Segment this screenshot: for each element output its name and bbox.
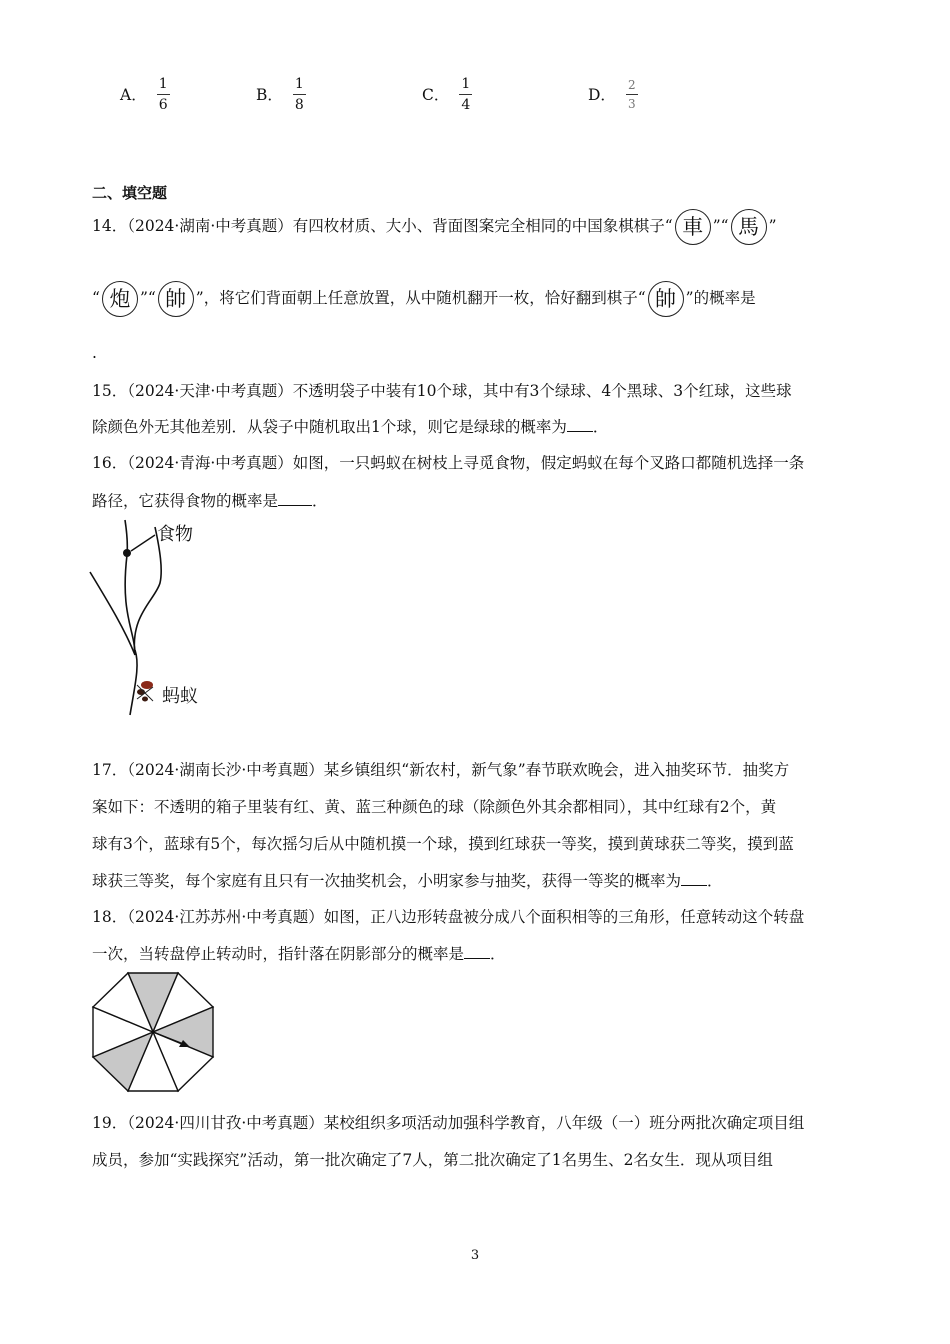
denominator: 3	[626, 94, 638, 110]
q14-quote: ”“	[712, 217, 729, 235]
numerator: 1	[158, 75, 168, 92]
q16-text: 路径，它获得食物的概率是	[92, 492, 279, 510]
denominator: 6	[157, 94, 170, 112]
question-18-line2	[92, 942, 506, 964]
q17-end: ．	[707, 872, 723, 890]
option-label: C．	[422, 86, 450, 104]
option-a	[120, 72, 170, 116]
q14-quote: ”	[768, 217, 777, 235]
q18-text: 一次，当转盘停止转动时，指针落在阴影部分的概率是	[92, 945, 465, 963]
ant-icon	[137, 681, 153, 702]
question-17-line4	[92, 869, 723, 891]
fraction	[293, 77, 306, 112]
chess-piece-ma: 馬	[731, 209, 767, 245]
numerator: 1	[294, 75, 304, 92]
question-14-line2	[92, 278, 756, 318]
option-b	[256, 72, 306, 116]
answer-blank[interactable]	[464, 946, 490, 959]
question-16-line2	[92, 489, 328, 511]
question-19-line2: 成员，参加“实践探究”活动，第一批次确定了7人，第二批次确定了1名男生、2名女生．现从项目组	[92, 1151, 773, 1169]
question-18-line1: 18．（2024·江苏苏州·中考真题）如图，正八边形转盘被分成八个面积相等的三角形，任意转动这个转盘	[92, 908, 805, 926]
question-17-line2: 案如下：不透明的箱子里装有红、黄、蓝三种颜色的球（除颜色外其余都相同），其中红球有2个，黄	[92, 798, 777, 816]
option-label: B．	[256, 86, 283, 104]
chess-piece-shuai: 帥	[158, 281, 194, 317]
q14-text: ”，将它们背面朝上任意放置，从中随机翻开一枚，恰好翻到棋子“	[195, 289, 646, 307]
option-c	[422, 72, 472, 116]
fraction	[459, 77, 472, 112]
numerator: 1	[461, 75, 471, 92]
denominator: 8	[293, 94, 306, 112]
fraction	[157, 77, 170, 112]
q15-end: ．	[592, 418, 609, 436]
denominator: 4	[459, 94, 472, 112]
q15-text: 除颜色外无其他差别．从袋子中随机取出1个球，则它是绿球的概率为	[92, 418, 567, 436]
section-title: 二、填空题	[92, 184, 168, 202]
q14-quote: “	[92, 289, 100, 307]
page-number: 3	[470, 1248, 480, 1263]
question-14-end: .	[92, 344, 97, 362]
option-label: A．	[120, 86, 147, 104]
trunk	[130, 650, 137, 715]
food-dot	[123, 549, 131, 557]
answer-blank[interactable]	[278, 493, 312, 506]
question-14-line1	[92, 206, 777, 246]
option-d	[588, 72, 638, 116]
question-15-line2	[92, 415, 608, 437]
food-label: 食物	[157, 524, 193, 545]
fraction	[626, 79, 638, 110]
answer-blank[interactable]	[681, 873, 707, 886]
q17-text: 球获三等奖，每个家庭有且只有一次抽奖机会，小明家参与抽奖，获得一等奖的概率为	[92, 872, 682, 890]
q14-text: ”的概率是	[685, 289, 756, 307]
question-19-line1: 19．（2024·四川甘孜·中考真题）某校组织多项活动加强科学教育，八年级（一）班分两批次确定项目组	[92, 1114, 805, 1132]
q18-end: ．	[490, 945, 506, 963]
question-17-line3: 球有3个，蓝球有5个，每次摇匀后从中随机摸一个球，摸到红球获一等奖，摸到黄球获二等奖，摸到蓝	[92, 835, 794, 853]
question-16-line1: 16．（2024·青海·中考真题）如图，一只蚂蚁在树枝上寻觅食物，假定蚂蚁在每个叉路口都随机选择一条	[92, 454, 805, 472]
chess-piece-che: 車	[675, 209, 711, 245]
numerator: 2	[627, 77, 636, 92]
octagon-spinner-figure	[88, 970, 222, 1094]
food-pointer	[131, 535, 155, 551]
q14-quote: ”“	[139, 289, 156, 307]
option-label: D．	[588, 86, 616, 104]
question-15-line1: 15．（2024·天津·中考真题）不透明袋子中装有10个球，其中有3个绿球、4个黑球、3个红球，这些球	[92, 382, 792, 400]
q14-text: 14．（2024·湖南·中考真题）有四枚材质、大小、背面图案完全相同的中国象棋棋子“	[92, 217, 673, 235]
q16-end: ．	[312, 492, 328, 510]
chess-piece-pao: 炮	[102, 281, 138, 317]
question-17-line1: 17．（2024·湖南长沙·中考真题）某乡镇组织“新农村，新气象”春节联欢晚会，进入抽奖环节．抽奖方	[92, 761, 790, 779]
chess-piece-shuai: 帥	[648, 281, 684, 317]
answer-blank[interactable]	[567, 419, 593, 432]
ant-label: 蚂蚁	[162, 686, 198, 707]
